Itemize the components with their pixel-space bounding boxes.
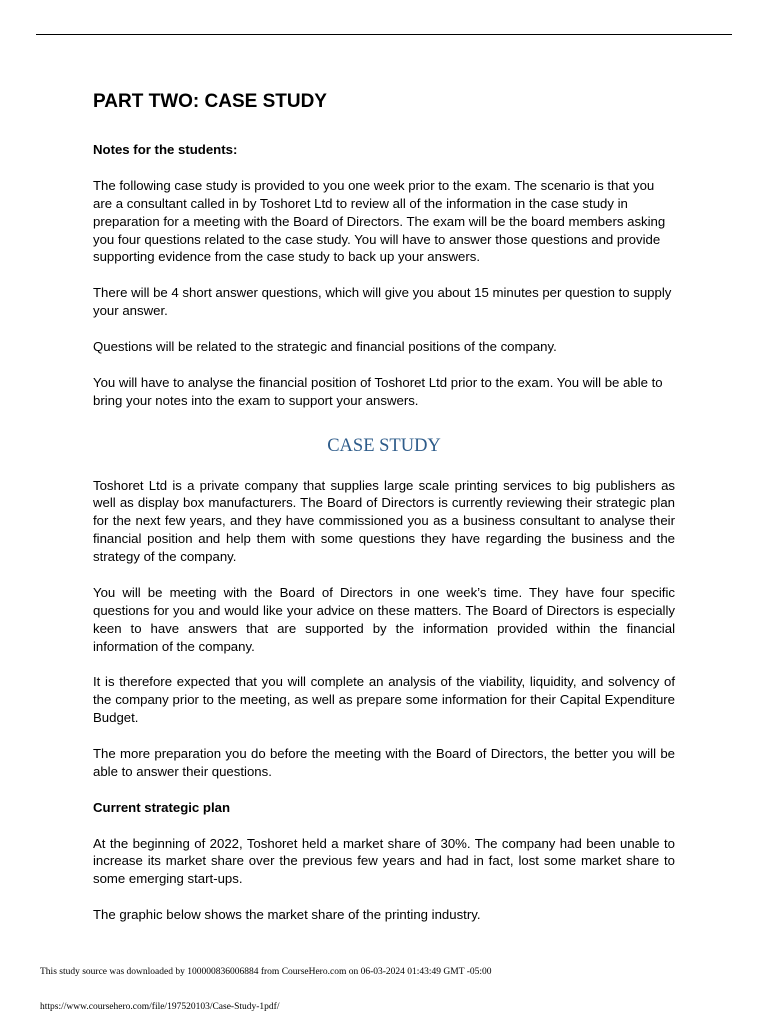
notes-paragraph-questions: There will be 4 short answer questions, which will give you about 15 minutes per question to supply your answer. xyxy=(93,285,672,319)
notes-paragraph-scenario: The following case study is provided to you one week prior to the exam. The scenario is that you are a consultant called in by Toshoret Ltd to review all of the information in the case study in preparation for a meeting with the Board of Directors. The exam will be the board members asking you four questions related to the case study. You will have to answer those questions and provide supporting evidence from the case study to back up your answers. xyxy=(93,177,666,265)
case-paragraph-analysis: It is therefore expected that you will complete an analysis of the viability, liquidity, and solvency of the company prior to the meeting, as well as prepare some information for their Capital Expenditure Budget. xyxy=(93,674,675,726)
strategic-paragraph-graphic: The graphic below shows the market share of the printing industry. xyxy=(93,907,481,923)
notes-paragraph-analysis: You will have to analyse the financial position of Toshoret Ltd prior to the exam. You will be able to bring your notes into the exam to support your answers. xyxy=(93,374,663,408)
notes-paragraph-topics: Questions will be related to the strategic and financial positions of the company. xyxy=(93,338,557,354)
source-url-link[interactable]: https://www.coursehero.com/file/197520103/Case-Study-1pdf/ xyxy=(40,1002,280,1012)
notes-heading: Notes for the students: xyxy=(93,142,238,157)
case-paragraph-company: Toshoret Ltd is a private company that supplies large scale printing services to big publishers as well as display box manufacturers. The Board of Directors is currently reviewing their strategic plan for the next few years, and they have commissioned you as a business consultant to analyse their financial position and help them with some questions they have regarding the business and the strategy of the company. xyxy=(93,477,675,565)
case-paragraph-meeting: You will be meeting with the Board of Directors in one week’s time. They have four specific questions for you and would like your advice on these matters. The Board of Directors is especially keen to have answers that are supported by the information provided within the financial information of the company. xyxy=(93,584,675,654)
strategic-paragraph-market-share: At the beginning of 2022, Toshoret held a market share of 30%. The company had been unable to increase its market share over the previous few years and had in fact, lost some market share to some emerging start-ups. xyxy=(93,835,675,887)
document-body xyxy=(93,90,675,942)
case-paragraph-preparation: The more preparation you do before the meeting with the Board of Directors, the better you will be able to answer their questions. xyxy=(93,746,675,779)
strategic-plan-heading: Current strategic plan xyxy=(93,799,231,815)
case-study-title: CASE STUDY xyxy=(327,435,441,456)
part-title: PART TWO: CASE STUDY xyxy=(93,91,327,112)
download-note: This study source was downloaded by 100000836006884 from CourseHero.com on 06-03-2024 01:43:49 GMT -05:00 xyxy=(40,967,492,977)
top-rule xyxy=(36,34,732,35)
